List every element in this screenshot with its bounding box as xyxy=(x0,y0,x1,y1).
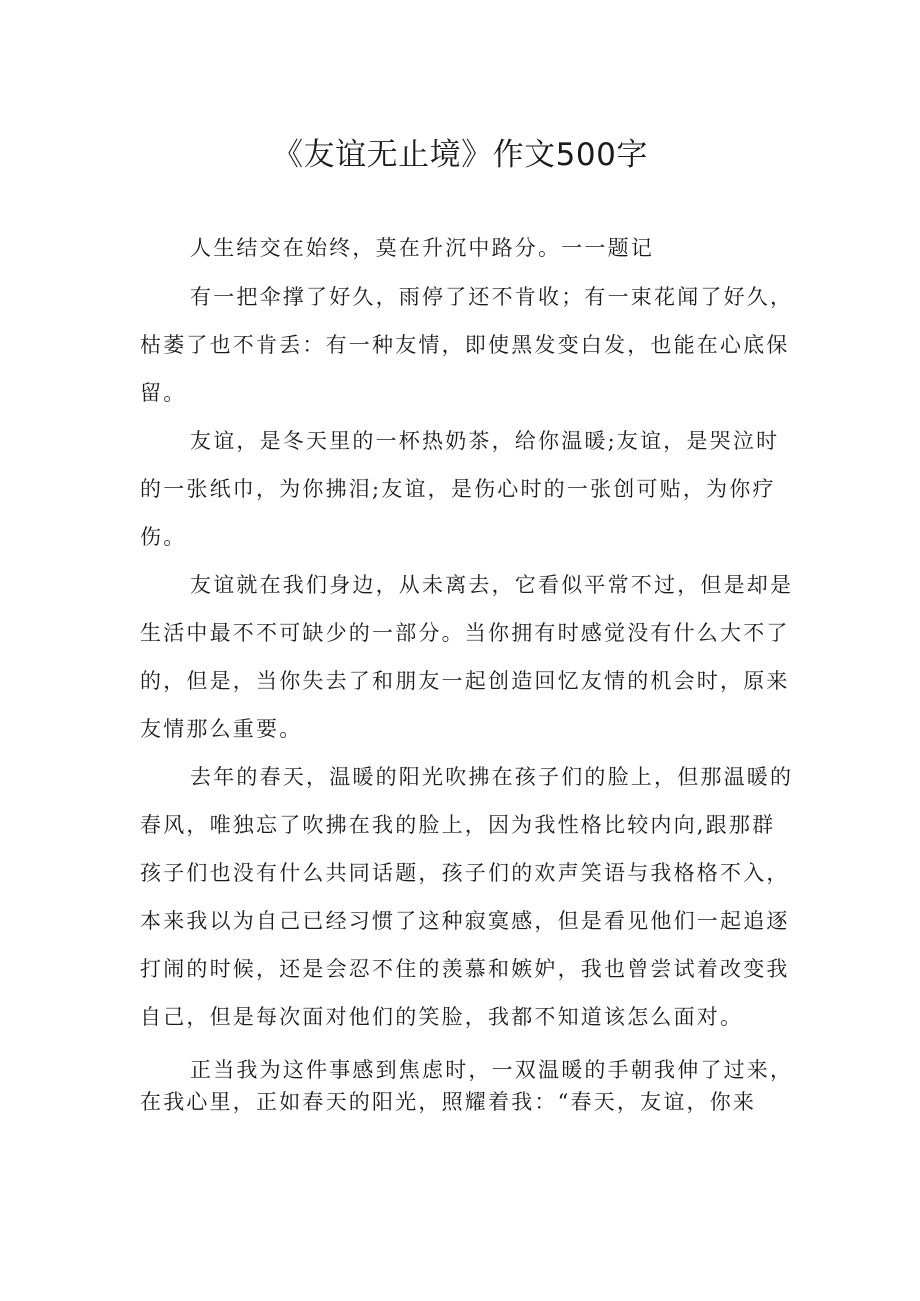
paragraph-2-line-2: 的一张纸巾，为你拂泪;友谊，是伤心时的一张创可贴，为你疗 xyxy=(140,477,776,501)
paragraph-3-line-3: 的，但是，当你失去了和朋友一起创造回忆友情的机会时，原来 xyxy=(140,669,790,693)
paragraph-2-line-1: 友谊，是冬天里的一杯热奶茶，给你温暖;友谊，是哭泣时 xyxy=(190,429,780,453)
paragraph-3-line-1: 友谊就在我们身边，从未离去，它看似平常不过，但是却是 xyxy=(190,573,794,597)
paragraph-1-line-2: 枯萎了也不肯丢：有一种友情，即使黑发变白发，也能在心底保 xyxy=(140,333,790,357)
paragraph-4-line-5: 打闹的时候，还是会忍不住的羡慕和嫉妒，我也曾尝试着改变我 xyxy=(140,957,790,981)
paragraph-1-line-1: 有一把伞撑了好久，雨停了还不肯收；有一束花闻了好久， xyxy=(190,285,794,309)
document-title: 《友谊无止境》作文500字 xyxy=(272,137,648,173)
paragraph-4-line-2: 春风，唯独忘了吹拂在我的脸上，因为我性格比较内向,跟那群 xyxy=(140,813,776,837)
paragraph-4-line-6: 自己，但是每次面对他们的笑脸，我都不知道该怎么面对。 xyxy=(140,1005,744,1029)
paragraph-5-line-2: 在我心里，正如春天的阳光，照耀着我：“春天，友谊，你来 xyxy=(140,1090,757,1114)
paragraph-3-line-4: 友情那么重要。 xyxy=(140,717,303,741)
paragraph-5-line-1: 正当我为这件事感到焦虑时，一双温暖的手朝我伸了过来， xyxy=(190,1058,794,1082)
epigraph: 人生结交在始终，莫在升沉中路分。一一题记 xyxy=(190,236,654,260)
paragraph-3-line-2: 生活中最不不可缺少的一部分。当你拥有时感觉没有什么大不了 xyxy=(140,621,790,645)
paragraph-2-line-3: 伤。 xyxy=(140,525,187,549)
paragraph-4-line-3: 孩子们也没有什么共同话题，孩子们的欢声笑语与我格格不入， xyxy=(140,861,790,885)
paragraph-4-line-1: 去年的春天，温暖的阳光吹拂在孩子们的脸上，但那温暖的 xyxy=(190,765,794,789)
paragraph-1-line-3: 留。 xyxy=(140,381,187,405)
paragraph-4-line-4: 本来我以为自己已经习惯了这种寂寞感，但是看见他们一起追逐 xyxy=(140,909,790,933)
